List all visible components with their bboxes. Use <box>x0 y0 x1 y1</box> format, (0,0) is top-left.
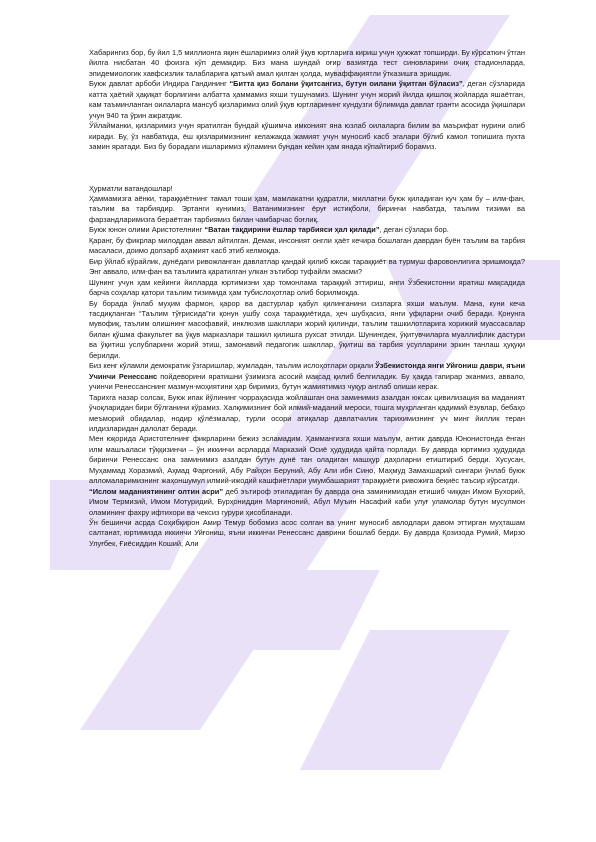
bold-quote: “Ислом маданиятининг олтин асри” <box>89 486 224 496</box>
salutation: Ҳурматли ватандошлар! <box>89 183 173 193</box>
bold-phrase: Ўзбекистонда янги Уйғониш даври, яъни Учинчи Ренессанс <box>89 361 525 381</box>
text-run: деб эътироф этиладиган бу даврда она заминимиздан етишиб чиққан Имом Бухорий, Имом Термизий, Имом Мотуридий, Бурҳониддин Марғиноний, Абул Муъин Насафий каби улуғ уламолар бутун мусулмон оламининг фахру ифтихори ва чексиз гурури ҳисобланади. <box>89 486 525 517</box>
paragraph: Тарихга назар солсак, Буюк ипак йўлининг чорраҳасида жойлашган она заминимиз азалдан юксак цивилизация ва маданият ўчоқларидан бири бўлганини кўрамиз. Халқимизнинг бой илмий-маданий мероси, тошга муҳрланган қадимий ёзувлар, бебаҳо меъморий обидалар, нодир қўлёзмалар, турли осори атиқалар давлатчилик тарихимизнинг уч минг йиллик теран илдизларидан далолат беради. <box>89 392 525 433</box>
document-body <box>89 48 525 549</box>
text-run: Биз кенг кўламли демократик ўзгаришлар, жумладан, таълим ислоҳотлари орқали <box>89 361 376 371</box>
text-run: Буюк давлат арбоби Индира Гандининг <box>89 79 230 89</box>
bold-quote: “Битта қиз болани ўқитсангиз, бутун оилани ўқитган бўласиз” <box>229 79 463 89</box>
paragraph: Хабарингиз бор, бу йил 1,5 миллионга яқин ёшларимиз олий ўқув юртларига кириш учун ҳужжат топширди. Бу кўрсаткич ўтган йилга нисбатан 40 фоизга кўп демакдир. Биз мана шундай оғир вазиятда тест синовларини очиқ стадионларда, эпидемиологик хавфсизлик талабларига қатъий амал қилган ҳолда, муваффақиятли ўтказишга эришдик. <box>89 48 525 78</box>
text-run: , деган сўзларида катта ҳаётий ҳақиқат борлигини албатта ҳаммамиз яхши тушунамиз. Шунинг учун жорий йилда қишлоқ жойларда яшаётган, кам таъминланган оилаларга мансуб қизларимиз олий ўқув юртларининг кундузги бўлимида давлат гранти асосида ўқишлари учун 940 та ўрин ажратдик. <box>89 79 525 120</box>
text-run: , деган сўзлари бор. <box>379 225 449 235</box>
paragraph: Бир ўйлаб кўрайлик, дунёдаги ривожланган давлатлар қандай қилиб юксак тараққиёт ва турмуш фаровонлигига эришмоқда? Энг аввало, илм-фан ва таълимга қаратилган улкан эътибор туфайли эмасми? <box>89 256 525 277</box>
paragraph: Ўн бешинчи асрда Соҳибқирон Амир Темур бобомиз асос солган ва унинг муносиб авлодлари давом эттирган муҳташам салтанат, юртимизда иккинчи Уйғониш, яъни иккинчи Ренессанс даврини бошлаб берди. Бу даврда Қозизода Румий, Мирзо Улуғбек, Ғиёсиддин Коший, Али <box>89 518 525 548</box>
bold-quote: “Ватан тақдирини ёшлар тарбияси ҳал қилади” <box>204 225 380 235</box>
paragraph: Ҳаммамизга аёнки, тараққиётнинг тамал тоши ҳам, мамлакатни қудратли, миллатни буюк қиладиган куч ҳам бу – илм-фан, таълим ва тарбиядир. Эртанги кунимиз, Ватанимизнинг ёруғ истиқболи, биринчи навбатда, таълим тизими ва фарзандларимизга бераётган тарбиямиз билан чамбарчас боғлиқ. <box>89 193 525 224</box>
paragraph <box>89 225 525 235</box>
paragraph: Шунинг учун ҳам кейинги йилларда юртимизни ҳар томонлама тараққий эттириш, янги Ўзбекистонни яратиш мақсадида барча соҳалар қатори таълим тизимида ҳам тубислоҳотлар олиб борилмоқда. <box>89 277 525 298</box>
text-run: пойдеворини яратишни ўзимизга асосий мақсад қилиб белгиладик. Бу ҳақда гапирар эканмиз, аввало, учинчи Ренессанснинг мазмун-моҳиятини ҳар биримиз, бутун жамиятимиз чуқур англаб олиши керак. <box>89 371 525 392</box>
paragraph: Қаранг, бу фикрлар милоддан аввал айтилган. Демак, инсоният онгли ҳаёт кечира бошлаган даврдан буён таълим ва тарбия масаласи, доимо долзарб аҳамият касб этиб келмоқда. <box>89 235 525 256</box>
paragraph: Бу борада ўнлаб муҳим фармон, қарор ва дастурлар қабул қилинганини сизларга яхши маълум. Мана, куни кеча тасдиқланган “Таълим тўғрисида”ги қонун ушбу соҳа тараққиётида, ҳеч шубҳасиз, янги уфқларни очиб беради. Қонунга мувофиқ, таълим олишнинг масофавий, инклюзив шакллари жорий қилинди, таълим ташкилотларига хорижий муассасалар билан қўшма факультет ва ўқув марказлари ташкил қилишга рухсат этилди. Шунингдек, ўқитувчиларга муаллифлик дастури ва ўқитиш услубларини жорий этиш, замонавий педагогик шакллар, ўқитиш ва тарбия усулларини эркин танлаш ҳуқуқи берилди. <box>89 298 525 360</box>
paragraph <box>89 79 525 121</box>
paragraph <box>89 361 525 392</box>
paragraph <box>89 487 525 518</box>
paragraph: Ўйлайманки, қизларимиз учун яратилган бундай қўшимча имконият яна юзлаб оилаларга билим ва маърифат нурини олиб киради. Бу, ўз навбатида, ёш қизларимизнинг келажакда жамият учун муносиб касб эгалари бўлиб камол топишига пухта замин яратади. Биз бу борадаги ишларимиз кўламини бундан кейин ҳам янада кўпайтириб борамиз. <box>89 121 525 152</box>
paragraph: Мен юқорида Аристотелнинг фикрларини бежиз эсламадим. Ҳаммангизга яхши маълум, антик даврда Юнонистонда ёнган илм машъаласи тўққизинчи – ўн иккинчи асрларда Марказий Осиё ҳудудида қайта порлади. Бу даврда юртимиз ҳудудида биринчи Ренессанс она заминимиз азалдан бутун дунё тан оладиган машҳур даҳоларни етиштириб берди. Хусусан, Муҳаммад Хоразмий, Аҳмад Фарғоний, Абу Райҳон Беруний, Абу Али ибн Сино, Маҳмуд Замахшарий сингари ўнлаб буюк алломаларимизнинг жаҳоншумул илмий-ижодий кашфиётлари умумбашарият тараққиёти ривожига беқиёс таъсир кўрсатди. <box>89 434 525 486</box>
section-gap <box>89 153 525 184</box>
text-run: Буюк юнон олими Аристотелнинг <box>89 225 205 235</box>
